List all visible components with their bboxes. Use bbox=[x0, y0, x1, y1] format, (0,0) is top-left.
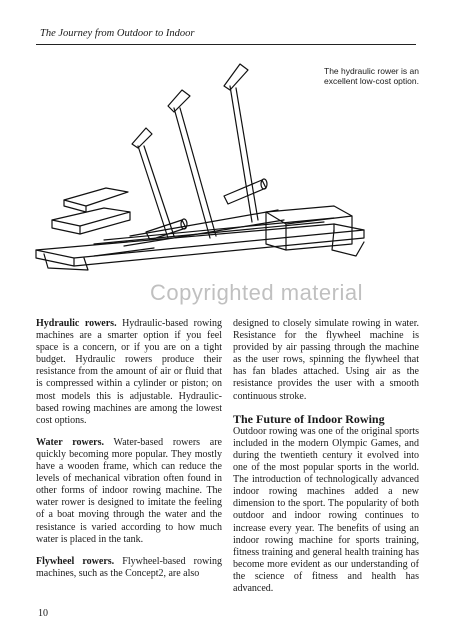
text-flywheel-rowers: Flywheel-based rowing machines, such as the Concept2, are also bbox=[36, 555, 222, 579]
paragraph-flywheel-continued: designed to closely simulate rowing in water. Resistance for the flywheel machine is provided by air passing through the machine as the user rows, spinning the flywheel that has fan blades attached. Using air as the resistance provides the user with a smooth continuous stroke. bbox=[233, 318, 419, 402]
paragraph-flywheel-rowers bbox=[36, 556, 222, 580]
term-hydraulic-rowers: Hydraulic rowers. bbox=[36, 318, 117, 329]
text-hydraulic-rowers: Hydraulic-based rowing machines are a smarter option if you feel space is a concern, or if you are on a tight budget. Hydraulic rowers produce their resistance from the amount of air or fluid that is compressed within a cylinder or piston; on most models this is adjustable. Hydraulic-based rowing machines are among the lowest cost options. bbox=[36, 318, 222, 426]
term-water-rowers: Water rowers. bbox=[36, 436, 104, 448]
figure-caption: The hydraulic rower is an excellent low-cost option. bbox=[324, 66, 419, 86]
text-water-rowers: Water-based rowers are quickly becoming more popular. They mostly have a wooden frame, which can reduce the levels of mechanical vibration often found in other forms of indoor rowing machine. The water rower is designed to imitate the feeling of a boat moving through the water and the resistance is varied according to how much water is placed in the tank. bbox=[36, 436, 222, 545]
header-rule bbox=[36, 44, 416, 45]
paragraph-water-rowers bbox=[36, 437, 222, 546]
section-heading: The Future of Indoor Rowing bbox=[233, 411, 385, 426]
paragraph-future-of-indoor-rowing: Outdoor rowing was one of the original sports included in the modern Olympic Games, and during the twentieth century it evolved into one of the most popular sports in the world. The introduction of technologically advanced indoor rowing machines added a new dimension to the sport. The popularity of both outdoor and indoor rowing continues to increase every year. The benefits of using an indoor rowing machine for sports training, fitness training and general health training has become more evident as our understanding of the science of fitness and health has advanced. bbox=[233, 425, 419, 594]
page-number: 10 bbox=[38, 608, 48, 619]
running-head: The Journey from Outdoor to Indoor bbox=[40, 28, 195, 39]
paragraph-hydraulic-rowers bbox=[36, 318, 222, 427]
term-flywheel-rowers: Flywheel rowers. bbox=[36, 555, 115, 567]
hydraulic-rower-illustration bbox=[34, 60, 382, 300]
left-column bbox=[36, 318, 222, 590]
copyright-watermark: Copyrighted material bbox=[150, 280, 363, 305]
right-column bbox=[233, 318, 419, 605]
